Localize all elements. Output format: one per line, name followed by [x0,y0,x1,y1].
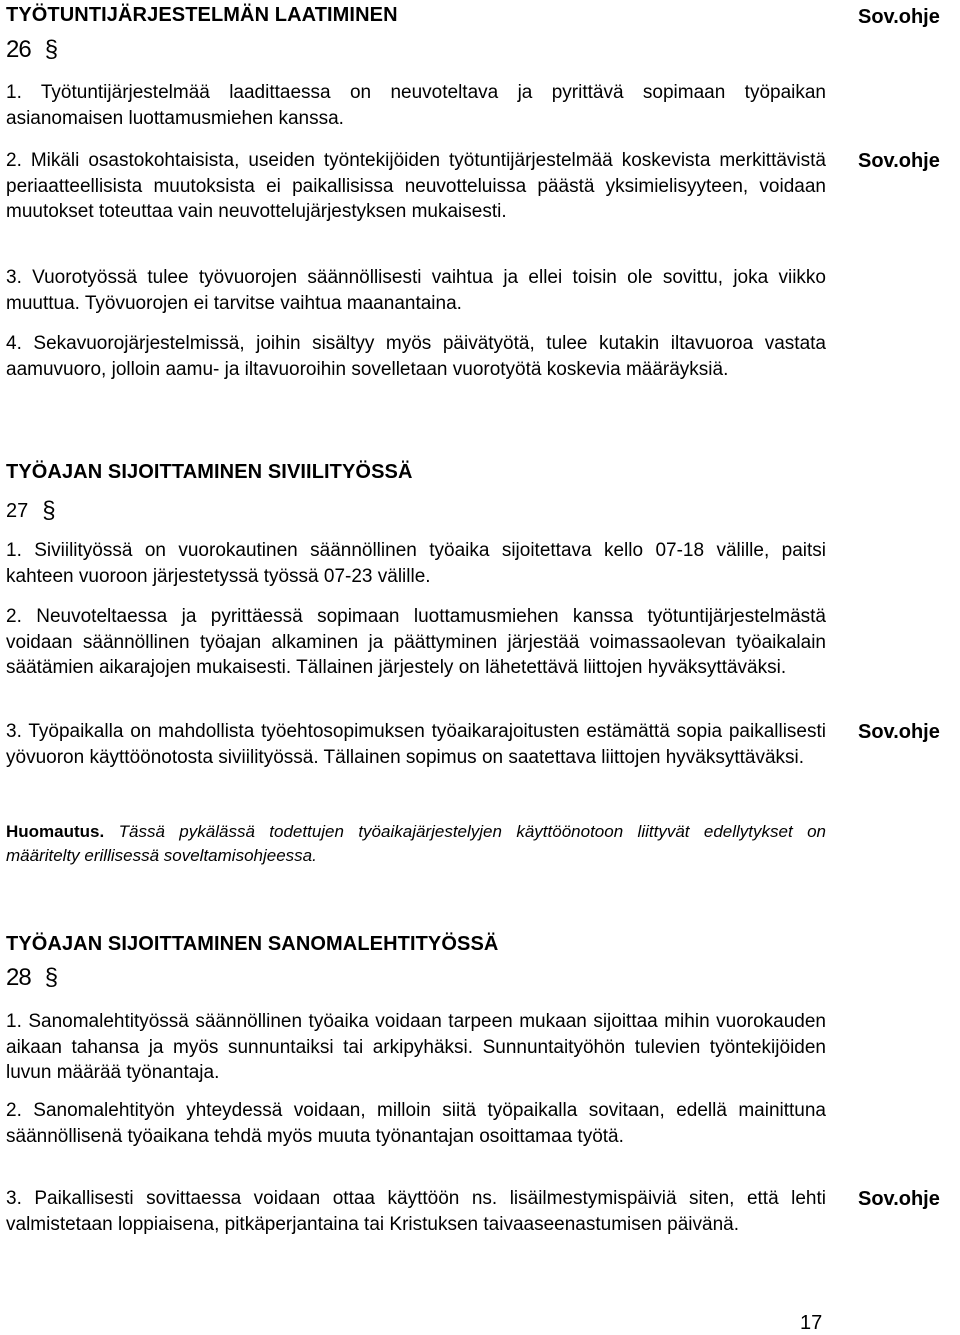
paragraph: 1. Siviilityössä on vuorokautinen säännöllinen työaika sijoitettava kello 07-18 välille, paitsi kahteen vuoroon järjestetyssä työssä 07-23 välille. [6,540,826,587]
paragraph: 3. Vuorotyössä tulee työvuorojen säännöllisesti vaihtua ja ellei toisin ole sovittu, joka viikko muuttua. Työvuorojen ei tarvitse vaihtua maanantaina. [6,267,826,314]
paragraph: 1. Työtuntijärjestelmää laadittaessa on neuvoteltava ja pyrittävä sopimaan työpaikan asianomaisen luottamusmiehen kanssa. [6,82,826,129]
note [6,820,826,868]
paragraph: 4. Sekavuorojärjestelmissä, joihin sisältyy myös päivätyötä, tulee kutakin iltavuoroa vastata aamuvuoro, jolloin aamu- ja iltavuoroihin sovelletaan vuorotyötä koskevia määräyksiä. [6,333,826,380]
margin-note-sov-ohje: Sov.ohje [858,150,940,172]
section-number: 27 [6,499,29,522]
section-heading-28: TYÖAJAN SIJOITTAMINEN SANOMALEHTITYÖSSÄ [6,933,499,955]
section-number-28 [6,964,58,992]
section-heading-27: TYÖAJAN SIJOITTAMINEN SIVIILITYÖSSÄ [6,461,413,483]
paragraph: 2. Sanomalehtityön yhteydessä voidaan, milloin siitä työpaikalla sovitaan, edellä mainittuna säännöllisenä työaikana tehdä myös muuta työnantajan osoittamaa työtä. [6,1100,826,1147]
paragraph: 3. Paikallisesti sovittaessa voidaan ottaa käyttöön ns. lisäilmestymispäiviä siten, että lehti valmistetaan loppiaisena, pitkäperjantaina tai Kristuksen taivaaseenastumisen päivänä. [6,1188,826,1235]
margin-note-sov-ohje: Sov.ohje [858,6,940,28]
section-number-26 [6,36,58,64]
section-sign-icon: § [44,36,59,63]
page-number: 17 [800,1312,823,1334]
section-number-27 [6,497,56,525]
margin-note-sov-ohje: Sov.ohje [858,721,940,743]
section-sign-icon: § [44,964,59,991]
section-heading-26: TYÖTUNTIJÄRJESTELMÄN LAATIMINEN [6,4,398,26]
paragraph: 1. Sanomalehtityössä säännöllinen työaika voidaan tarpeen mukaan sijoittaa mihin vuorokauden aikaan tahansa ja myös sunnuntaiksi tai arkipyhäksi. Sunnuntaityöhön tulevien työntekijöiden luvun määrää työnantaja. [6,1011,826,1083]
paragraph: 2. Neuvoteltaessa ja pyrittäessä sopimaan luottamusmiehen kanssa työtuntijärjestelmästä voidaan säännöllinen työajan alkaminen ja päättyminen järjestää voimassaolevan työaikalain säätämien aikarajojen mukaisesti. Tällainen järjestely on lähetettävä liittojen hyväksyttäväksi. [6,606,826,678]
note-label: Huomautus. [6,822,105,841]
margin-note-sov-ohje: Sov.ohje [858,1188,940,1210]
paragraph: 3. Työpaikalla on mahdollista työehtosopimuksen työaikarajoitusten estämättä sopia paikallisesti yövuoron käyttöönotosta siviilityössä. Tällainen sopimus on saatettava liittojen hyväksyttäväksi. [6,721,826,768]
section-number: 26 [6,36,31,63]
section-number: 28 [6,964,31,991]
section-sign-icon: § [42,497,56,524]
paragraph: 2. Mikäli osastokohtaisista, useiden työntekijöiden työtuntijärjestelmää koskevista merkittävistä periaatteellisista muutoksista ei paikallisissa neuvotteluissa päästä yksimielisyyteen, voidaan muutokset toteuttaa vain neuvottelujärjestyksen mukaisesti. [6,150,826,222]
note-text: Tässä pykälässä todettujen työaikajärjestelyjen käyttöönotoon liittyvät edellytykset on määritelty erillisessä soveltamisohjeessa. [6,822,826,865]
